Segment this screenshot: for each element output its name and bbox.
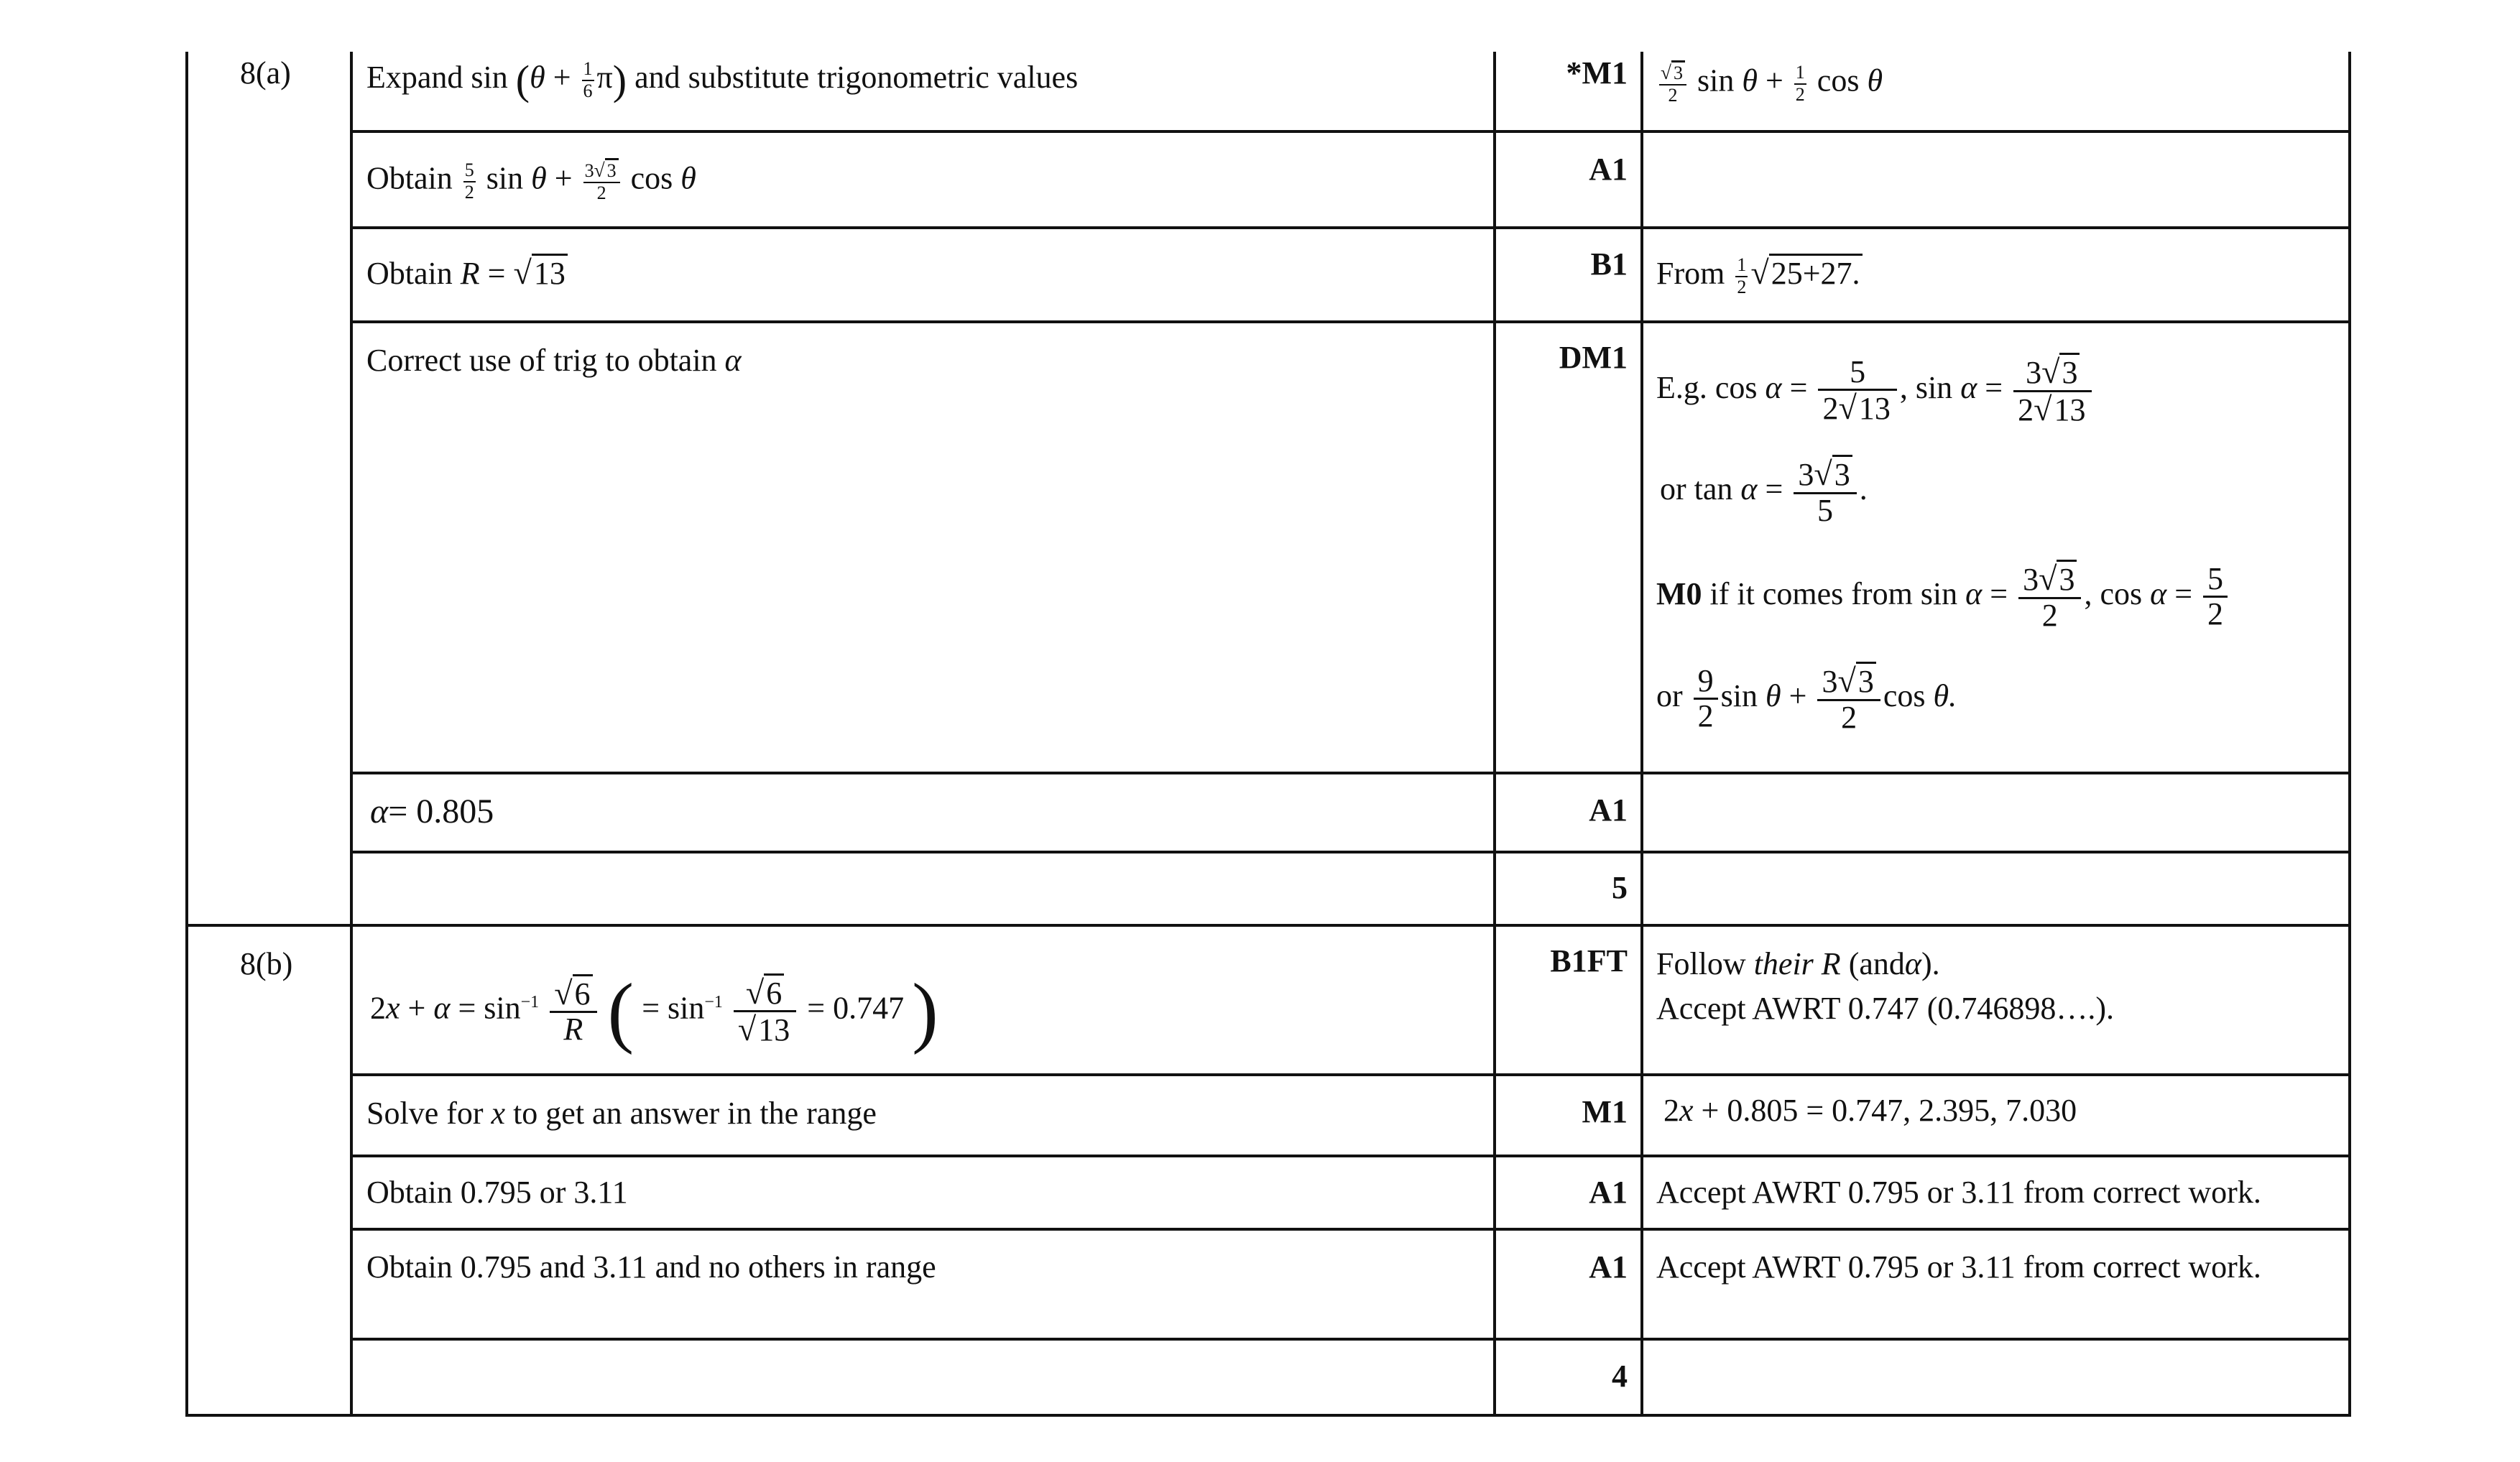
guidance-text: Accept AWRT 0.795 or 3.11 from correct work. <box>1656 1249 2261 1285</box>
mark-code: A1 <box>1589 792 1628 828</box>
mark-code: A1 <box>1589 1249 1628 1285</box>
answer-text: Solve for x to get an answer in the range <box>366 1096 877 1131</box>
guidance-line: Follow their R (andα). <box>1656 946 1940 981</box>
table-border-left <box>185 52 188 1417</box>
guidance-line: Accept AWRT 0.747 (0.746898….). <box>1656 991 2115 1026</box>
row-divider <box>350 851 2351 853</box>
answer-text: $2x + \alpha = \sin^{-1}$ $\frac{√6}{R}$ ( = $\sin^{-1}$ $\frac{√6}{√13}$ = 0.747 ) <box>370 967 938 1055</box>
row-divider <box>350 1155 2351 1157</box>
answer-text: α= 0.805 <box>370 792 494 831</box>
answer-text: Correct use of trig to obtain α <box>366 343 742 378</box>
column-divider-guidance <box>1640 52 1643 1417</box>
row-divider <box>350 772 2351 774</box>
row-divider <box>350 1073 2351 1076</box>
guidance-text: $\frac{√ 3}{2}$ sin θ + $\frac{1}{2}$ cos θ <box>1661 62 1883 106</box>
column-divider-mark <box>1493 52 1496 1417</box>
mark-code: A1 <box>1589 1175 1628 1210</box>
table-border-right <box>2348 52 2351 1417</box>
guidance-line: or tan α = $\frac{3√3}{5}$ . <box>1660 455 1868 528</box>
row-divider <box>350 1228 2351 1231</box>
mark-code: DM1 <box>1559 340 1628 375</box>
answer-text: Obtain 0.795 or 3.11 <box>366 1175 628 1210</box>
row-divider <box>350 226 2351 229</box>
question-label-8b: 8(b) <box>240 946 293 981</box>
mark-code: *M1 <box>1566 55 1628 91</box>
question-label-8a: 8(a) <box>240 55 291 91</box>
guidance-text: From $\frac{1}{2}$ √25+27. <box>1656 254 1863 298</box>
row-divider <box>350 320 2351 323</box>
mark-code: A1 <box>1589 152 1628 187</box>
mark-code: B1 <box>1590 246 1628 282</box>
guidance-line: E.g. cos α = $\frac{5}{2√13}$ , sin α = $\frac{3√3}{2√13}$ <box>1656 355 2095 427</box>
answer-text: Expand sin (θ + $\frac{1}{6}$ π) and substitute trigonometric values <box>366 56 1079 103</box>
table-border-bottom <box>185 1414 2351 1417</box>
mark-total: 4 <box>1612 1359 1628 1394</box>
answer-text: Obtain 0.795 and 3.11 and no others in range <box>366 1249 936 1285</box>
guidance-line: or $\frac{9}{2}$ sin θ + $\frac{3√3}{2}$ cos θ. <box>1656 662 1957 735</box>
answer-text: Obtain $\frac{5}{2}$ sin θ + $\frac{3√ 3}{2}$ cos θ <box>366 159 696 203</box>
guidance-text: Accept AWRT 0.795 or 3.11 from correct work. <box>1656 1175 2261 1210</box>
row-divider <box>350 130 2351 133</box>
guidance-line: M0 if it comes from sin α = $\frac{3√3}{2}$ , cos α = $\frac{5}{2}$ <box>1656 562 2230 632</box>
answer-text: Obtain R = √13 <box>366 254 568 292</box>
row-divider <box>350 1338 2351 1341</box>
mark-code: M1 <box>1582 1094 1628 1129</box>
guidance-text: 2x + 0.805 = 0.747, 2.395, 7.030 <box>1663 1093 2077 1128</box>
mark-total: 5 <box>1612 870 1628 905</box>
mark-code: B1FT <box>1550 943 1628 978</box>
column-divider-answer <box>350 52 353 1417</box>
question-divider <box>185 924 2351 927</box>
